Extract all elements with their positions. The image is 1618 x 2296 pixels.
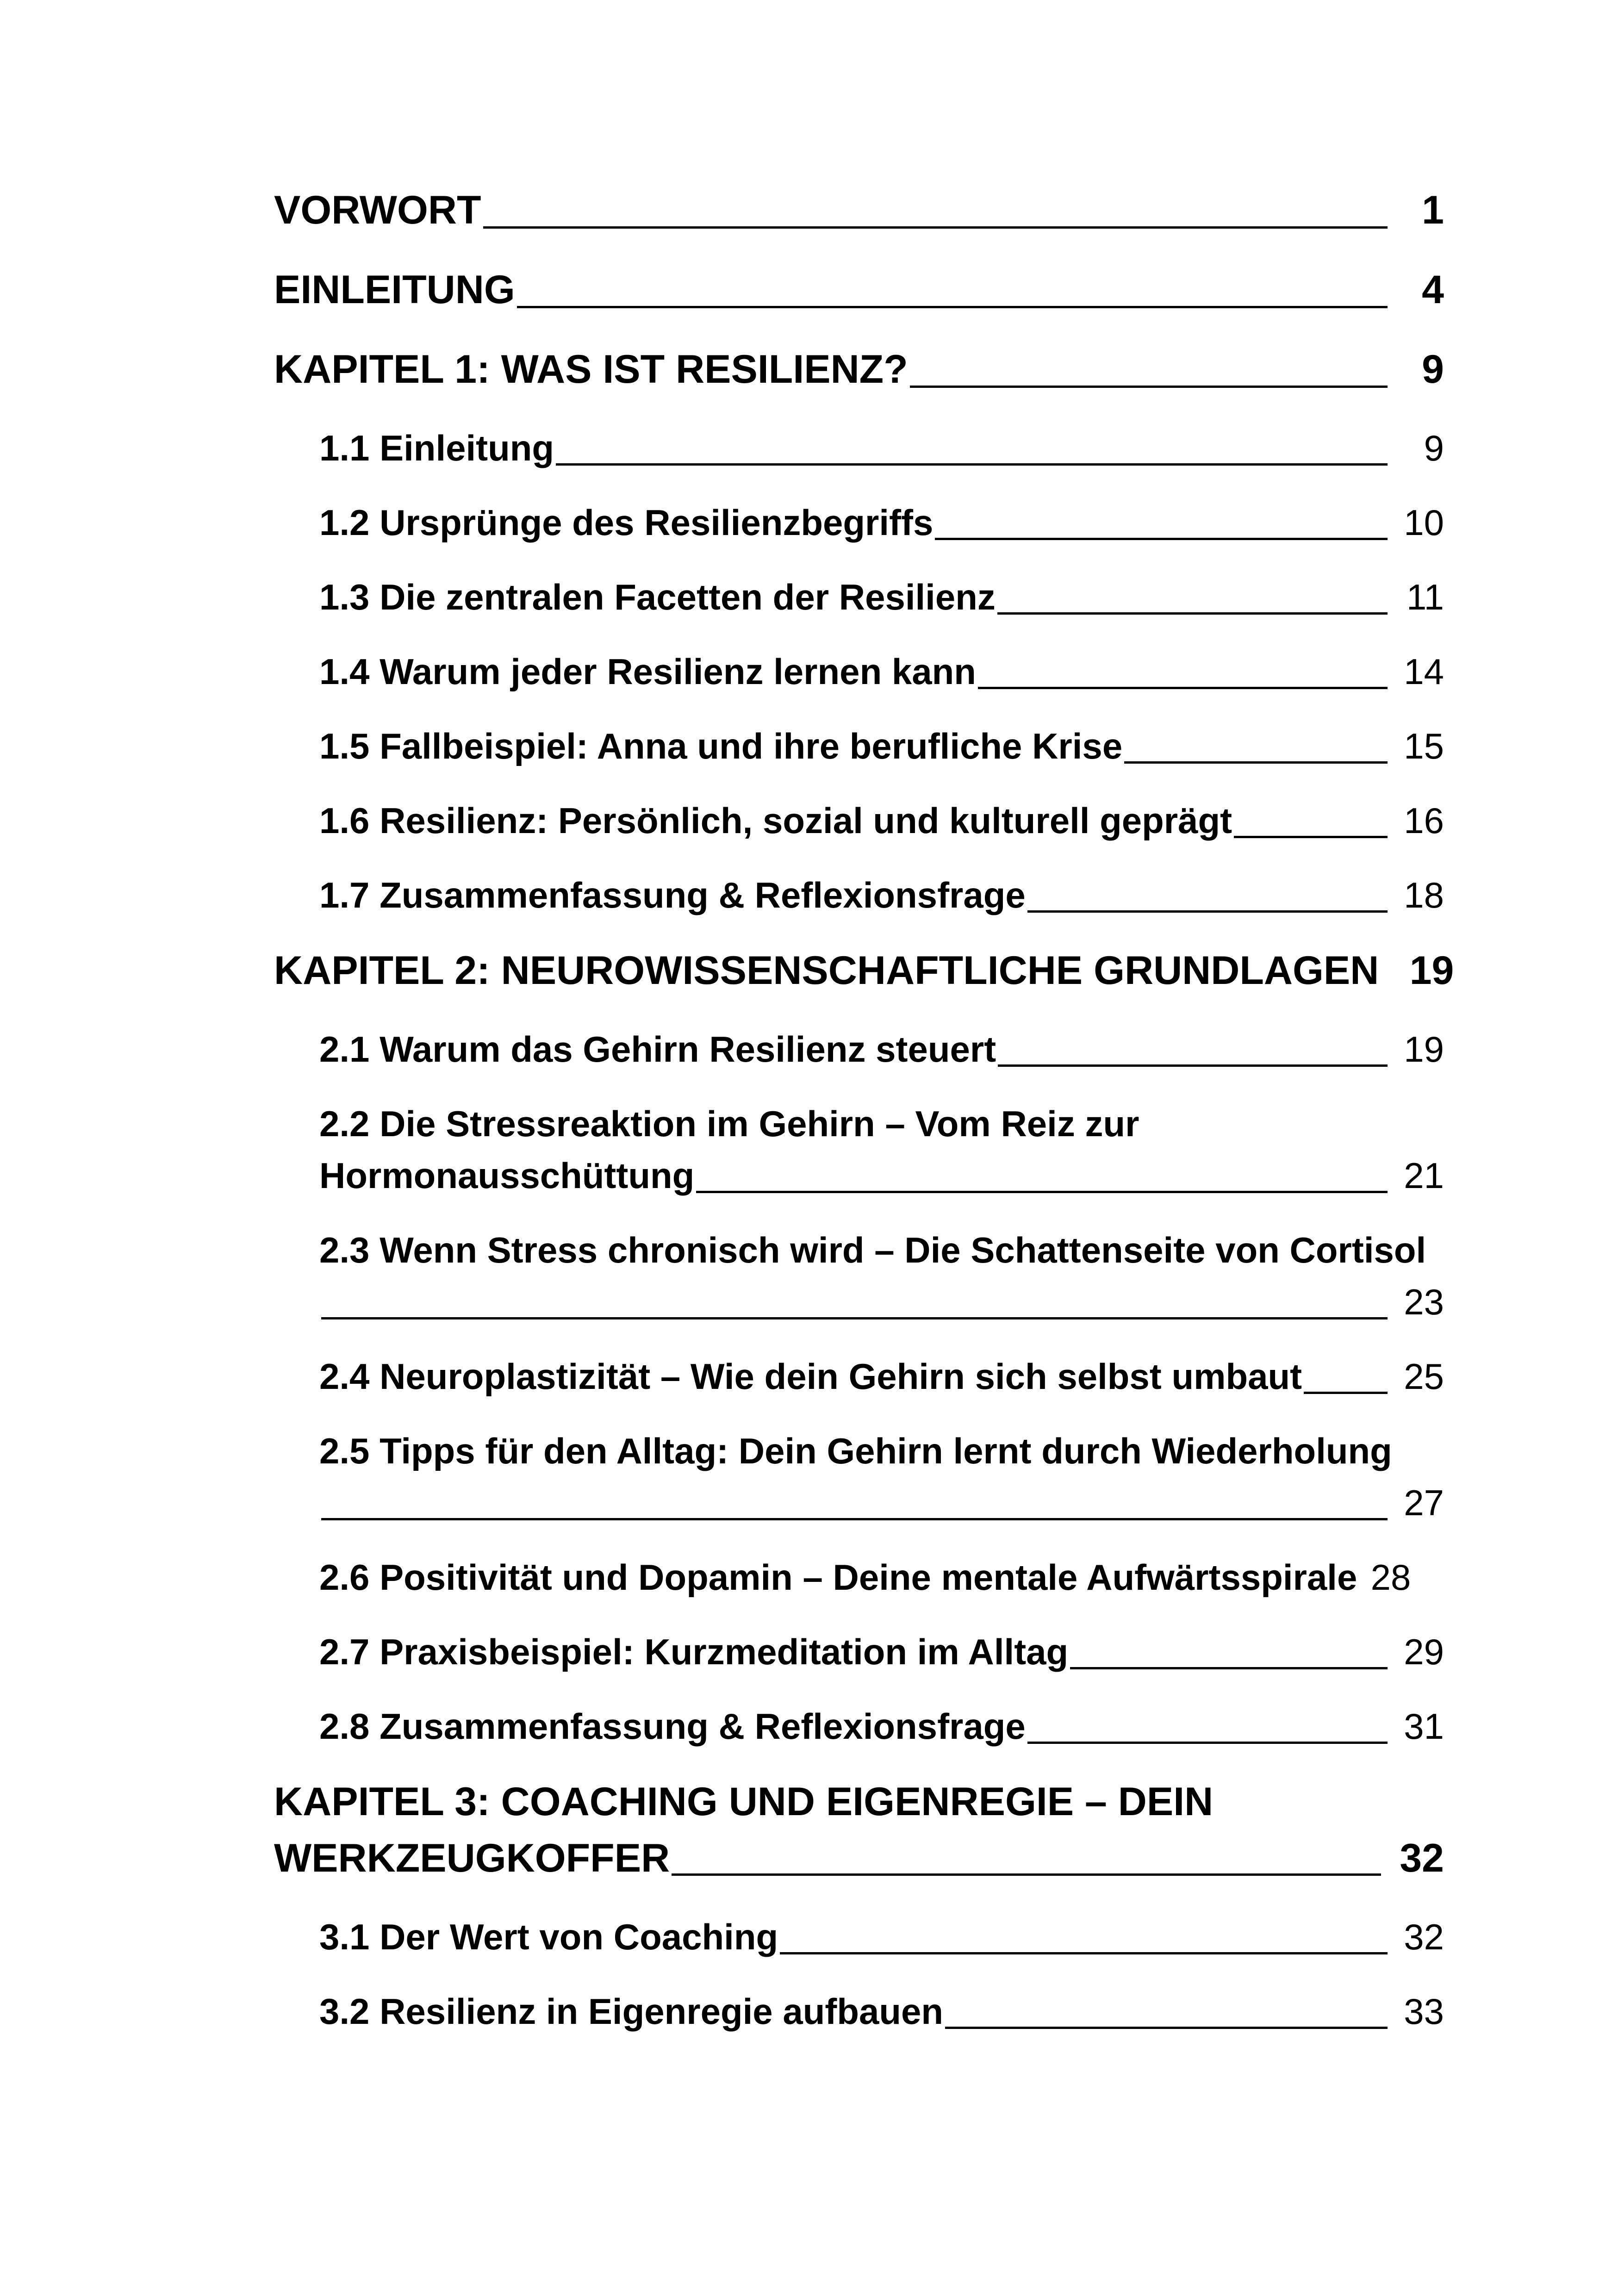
toc-entry-1-4[interactable]: [274, 647, 1444, 696]
toc-page-number: 15: [1404, 726, 1444, 766]
table-of-contents: [274, 185, 1454, 2062]
toc-leader-line: [672, 1873, 1381, 1876]
toc-leader-line: [945, 2027, 1388, 2029]
toc-entry-einleitung[interactable]: [274, 265, 1444, 315]
toc-leader-line: [1304, 1392, 1388, 1394]
toc-page-number: 27: [1404, 1482, 1444, 1523]
toc-entry-1-2[interactable]: [274, 498, 1444, 547]
toc-entry-title: KAPITEL 1: WAS IST RESILIENZ?: [274, 347, 908, 392]
toc-leader-line: [910, 386, 1388, 388]
toc-entry-title: 3.2 Resilienz in Eigenregie aufbauen: [319, 1991, 944, 2032]
toc-entry-1-7[interactable]: [274, 871, 1444, 919]
toc-page-number: 9: [1422, 347, 1444, 392]
toc-leader-line: [1070, 1667, 1388, 1669]
toc-page-number: 1: [1422, 188, 1444, 232]
toc-entry-title: EINLEITUNG: [274, 268, 515, 312]
toc-entry-2-7[interactable]: [274, 1628, 1444, 1676]
toc-leader-line: [1124, 761, 1388, 764]
toc-entry-2-3[interactable]: [274, 1226, 1444, 1326]
toc-page-number: 28: [1370, 1557, 1411, 1598]
toc-leader-line: [321, 1317, 1388, 1319]
toc-page-number: 14: [1404, 651, 1444, 692]
toc-entry-1-6[interactable]: [274, 796, 1444, 845]
toc-entry-title: 2.7 Praxisbeispiel: Kurzmeditation im Alltag: [319, 1631, 1069, 1672]
toc-leader-line: [1027, 1742, 1388, 1744]
toc-entry-title: 2.8 Zusammenfassung & Reflexionsfrage: [319, 1706, 1026, 1747]
toc-entry-2-2[interactable]: [274, 1100, 1444, 1200]
toc-page-number: 33: [1404, 1991, 1444, 2032]
toc-page-number: 9: [1424, 428, 1444, 468]
toc-leader-line: [780, 1952, 1388, 1954]
toc-entry-kapitel-2[interactable]: [274, 946, 1454, 996]
toc-leader-line: [517, 306, 1388, 308]
toc-page-number: 19: [1404, 1029, 1444, 1070]
toc-entry-1-5[interactable]: [274, 722, 1444, 770]
toc-entry-title: 1.1 Einleitung: [319, 428, 554, 468]
toc-entry-title: VORWORT: [274, 188, 481, 232]
toc-entry-title: 1.3 Die zentralen Facetten der Resilienz: [319, 577, 996, 617]
toc-entry-title-line-2: Hormonausschüttung: [319, 1155, 695, 1196]
toc-entry-kapitel-1[interactable]: [274, 344, 1444, 394]
toc-entry-2-5[interactable]: [274, 1427, 1444, 1527]
toc-page-number: 18: [1404, 875, 1444, 915]
toc-page-number: 31: [1404, 1706, 1444, 1747]
toc-entry-2-6[interactable]: [274, 1553, 1444, 1601]
toc-page-number: 29: [1404, 1631, 1444, 1672]
toc-entry-title-line-1: KAPITEL 3: COACHING UND EIGENREGIE – DEIN: [274, 1780, 1214, 1824]
toc-entry-title: 1.6 Resilienz: Persönlich, sozial und kulturell geprägt: [319, 800, 1232, 841]
toc-entry-title: 1.5 Fallbeispiel: Anna und ihre berufliche Krise: [319, 726, 1123, 766]
toc-leader-line: [556, 463, 1388, 466]
toc-entry-title-line-1: 2.2 Die Stressreaktion im Gehirn – Vom Reiz zur: [319, 1103, 1139, 1144]
toc-page-number: 10: [1404, 502, 1444, 543]
toc-entry-kapitel-3[interactable]: [274, 1777, 1444, 1883]
toc-leader-line: [935, 538, 1388, 540]
toc-page-number: 11: [1406, 577, 1444, 617]
toc-leader-line: [1234, 836, 1388, 838]
toc-entry-2-1[interactable]: [274, 1025, 1444, 1073]
toc-entry-title-line-1: 2.3 Wenn Stress chronisch wird – Die Schattenseite von Cortisol: [319, 1230, 1426, 1270]
toc-leader-line: [696, 1191, 1388, 1193]
toc-entry-title-line-2: WERKZEUGKOFFER: [274, 1836, 670, 1880]
toc-entry-title: KAPITEL 2: NEUROWISSENSCHAFTLICHE GRUNDLAGEN: [274, 948, 1379, 993]
toc-page-number: 19: [1409, 948, 1454, 993]
toc-entry-3-2[interactable]: [274, 1987, 1444, 2035]
toc-entry-title: 1.2 Ursprünge des Resilienzbegriffs: [319, 502, 933, 543]
toc-leader-line: [998, 1064, 1388, 1067]
toc-entry-title-line-1: 2.5 Tipps für den Alltag: Dein Gehirn lernt durch Wiederholung: [319, 1431, 1392, 1471]
toc-leader-line: [1027, 910, 1388, 913]
toc-entry-title: 1.4 Warum jeder Resilienz lernen kann: [319, 651, 976, 692]
toc-page-number: 16: [1404, 800, 1444, 841]
toc-entry-title: 2.1 Warum das Gehirn Resilienz steuert: [319, 1029, 996, 1070]
toc-entry-2-8[interactable]: [274, 1702, 1444, 1750]
toc-entry-title: 1.7 Zusammenfassung & Reflexionsfrage: [319, 875, 1026, 915]
toc-page-number: 21: [1404, 1155, 1444, 1196]
toc-page-number: 23: [1404, 1282, 1444, 1322]
toc-entry-title: 2.4 Neuroplastizität – Wie dein Gehirn sich selbst umbaut: [319, 1356, 1302, 1397]
toc-entry-1-1[interactable]: [274, 424, 1444, 472]
toc-leader-line: [978, 687, 1388, 689]
toc-entry-vorwort[interactable]: [274, 185, 1444, 235]
toc-entry-title: 3.1 Der Wert von Coaching: [319, 1916, 778, 1957]
toc-page-number: 4: [1422, 268, 1444, 312]
toc-entry-title: 2.6 Positivität und Dopamin – Deine mentale Aufwärtsspirale: [319, 1557, 1357, 1598]
toc-page-number: 32: [1400, 1836, 1444, 1880]
toc-leader-line: [997, 612, 1388, 615]
toc-entry-3-1[interactable]: [274, 1913, 1444, 1961]
toc-page-number: 25: [1404, 1356, 1444, 1397]
toc-entry-1-3[interactable]: [274, 573, 1444, 621]
toc-page-number: 32: [1404, 1916, 1444, 1957]
toc-leader-line: [483, 226, 1388, 229]
toc-leader-line: [321, 1518, 1388, 1520]
toc-entry-2-4[interactable]: [274, 1352, 1444, 1400]
